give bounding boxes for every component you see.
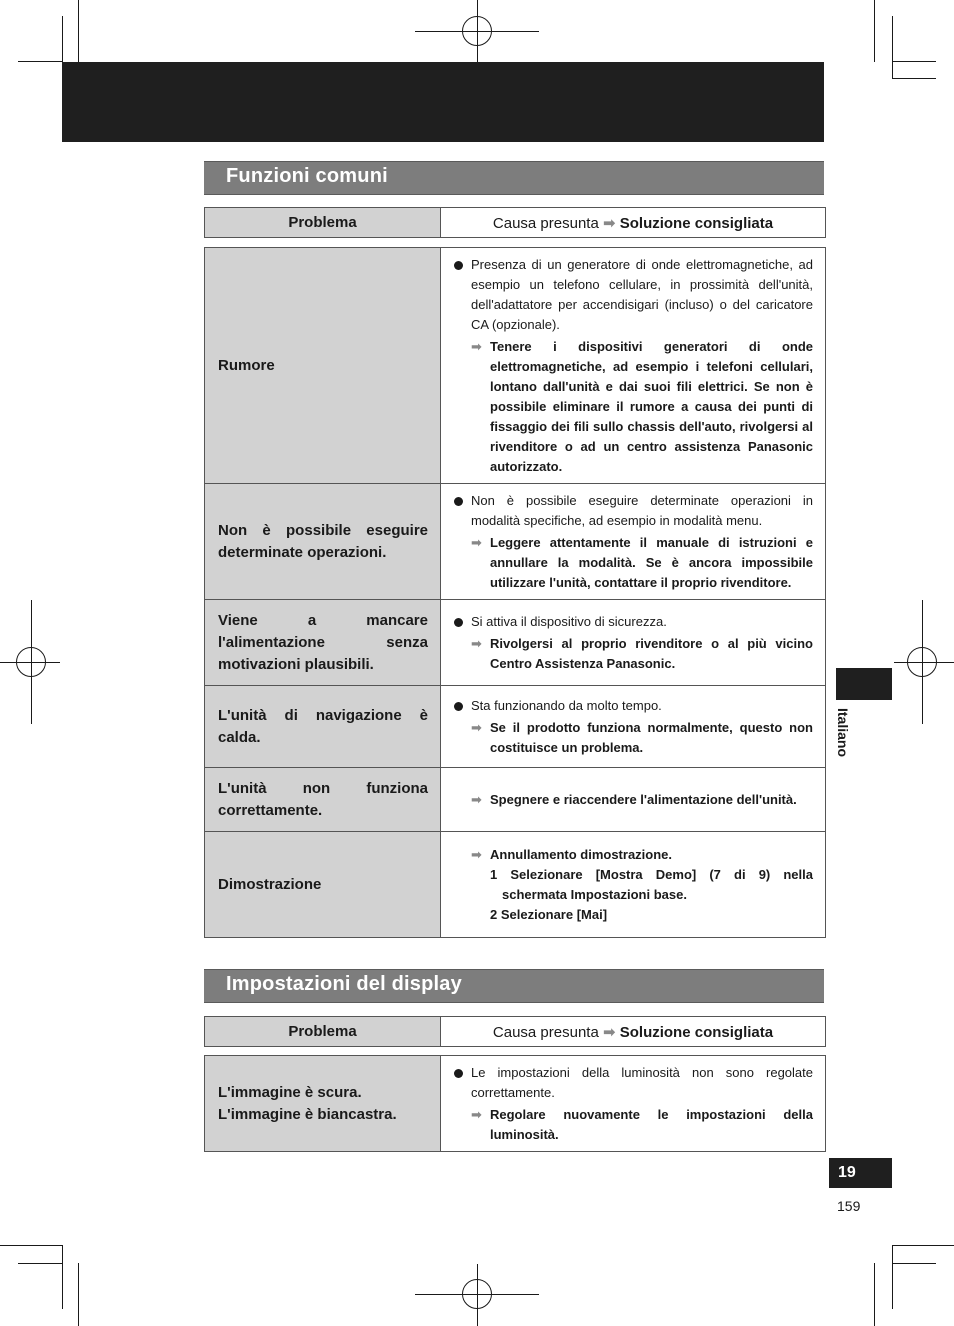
section-title: Funzioni comuni bbox=[226, 165, 388, 187]
cause-solution-header: Causa presunta ➡ Soluzione consigliata bbox=[441, 208, 826, 238]
table-row bbox=[205, 832, 826, 938]
section-title-bar bbox=[204, 161, 824, 195]
solution-text: ➡ Se il prodotto funziona normalmente, questo non costituisce un problema. bbox=[471, 720, 813, 755]
cause-cell bbox=[441, 686, 826, 768]
solution-text: ➡ Regolare nuovamente le impostazioni della luminosità. bbox=[471, 1107, 813, 1142]
problem-cell: Non è possibile eseguire determinate operazioni. bbox=[205, 484, 441, 600]
cause-solution-header: Causa presunta ➡ Soluzione consigliata bbox=[441, 1017, 826, 1047]
language-tab-block bbox=[836, 668, 892, 700]
arrow-icon: ➡ bbox=[471, 339, 482, 354]
arrow-icon: ➡ bbox=[471, 636, 482, 651]
chapter-number: 19 bbox=[829, 1158, 892, 1188]
table-row bbox=[205, 1056, 826, 1152]
table-row bbox=[205, 686, 826, 768]
solution-text: ➡ Leggere attentamente il manuale di istruzioni e annullare la modalità. Se è ancora impossibile utilizzare l'unità, contattare il proprio rivenditore. bbox=[471, 535, 813, 590]
arrow-icon: ➡ bbox=[471, 847, 482, 862]
cause-cell bbox=[441, 768, 826, 832]
arrow-icon: ➡ bbox=[471, 1107, 482, 1122]
problem-cell: L'unità non funziona correttamente. bbox=[205, 768, 441, 832]
cause-cell bbox=[441, 832, 826, 938]
table-row bbox=[205, 248, 826, 484]
problem-header: Problema bbox=[205, 208, 441, 238]
solution-text: ➡ Tenere i dispositivi generatori di onde elettromagnetiche, ad esempio i telefoni cellulari, lontano dall'unità e dai suoi fili elettrici. Se non è possibile eliminare il rumore a causa dei punti di fissaggio dei fili sullo chassis dell'auto, rivolgersi al rivenditore o ad un centro assistenza Panasonic autorizzato. bbox=[471, 339, 813, 474]
arrow-icon: ➡ bbox=[471, 792, 482, 807]
solution-text: ➡ Spegnere e riaccendere l'alimentazione dell'unità. bbox=[453, 790, 813, 810]
problem-cell: L'unità di navigazione è calda. bbox=[205, 686, 441, 768]
problem-cell: Viene a mancare l'alimentazione senza motivazioni plausibili. bbox=[205, 600, 441, 686]
cause-cell bbox=[441, 248, 826, 484]
solution-text: ➡ Rivolgersi al proprio rivenditore o al più vicino Centro Assistenza Panasonic. bbox=[471, 636, 813, 671]
problem-cell: L'immagine è scura. L'immagine è biancastra. bbox=[205, 1056, 441, 1152]
problem-cell: Dimostrazione bbox=[205, 832, 441, 938]
table-row bbox=[205, 484, 826, 600]
arrow-icon: ➡ bbox=[471, 720, 482, 735]
table-row bbox=[205, 768, 826, 832]
table-header bbox=[204, 1016, 826, 1047]
step-2: 2 Selezionare [Mai] bbox=[490, 907, 608, 922]
step-1: 1 Selezionare [Mostra Demo] (7 di 9) nella schermata Impostazioni base. bbox=[490, 867, 813, 902]
page-number: 159 bbox=[837, 1198, 861, 1214]
cause-cell bbox=[441, 1056, 826, 1152]
top-banner bbox=[62, 62, 824, 142]
cause-text: Sta funzionando da molto tempo. bbox=[453, 696, 813, 716]
cause-cell bbox=[441, 484, 826, 600]
language-label: Italiano bbox=[835, 708, 851, 758]
arrow-icon: ➡ bbox=[602, 1023, 616, 1041]
cause-text: Si attiva il dispositivo di sicurezza. bbox=[453, 612, 813, 632]
section-title-bar bbox=[204, 969, 824, 1003]
arrow-icon: ➡ bbox=[471, 535, 482, 550]
solution-text: ➡ Annullamento dimostrazione. bbox=[453, 845, 813, 865]
table-row bbox=[205, 600, 826, 686]
section-title: Impostazioni del display bbox=[226, 973, 462, 995]
cause-text: Le impostazioni della luminosità non sono regolate correttamente. bbox=[453, 1063, 813, 1103]
troubleshooting-table bbox=[204, 247, 826, 938]
troubleshooting-table bbox=[204, 1055, 826, 1152]
problem-cell: Rumore bbox=[205, 248, 441, 484]
cause-text: Presenza di un generatore di onde elettromagnetiche, ad esempio un telefono cellulare, in prossimità dell'unità, dell'adattatore per accendisigari (incluso) o del caricatore CA (opzionale). bbox=[453, 255, 813, 335]
cause-text: Non è possibile eseguire determinate operazioni in modalità specifiche, ad esempio in modalità menu. bbox=[453, 491, 813, 531]
table-header bbox=[204, 207, 826, 238]
arrow-icon: ➡ bbox=[602, 214, 616, 232]
cause-cell bbox=[441, 600, 826, 686]
problem-header: Problema bbox=[205, 1017, 441, 1047]
